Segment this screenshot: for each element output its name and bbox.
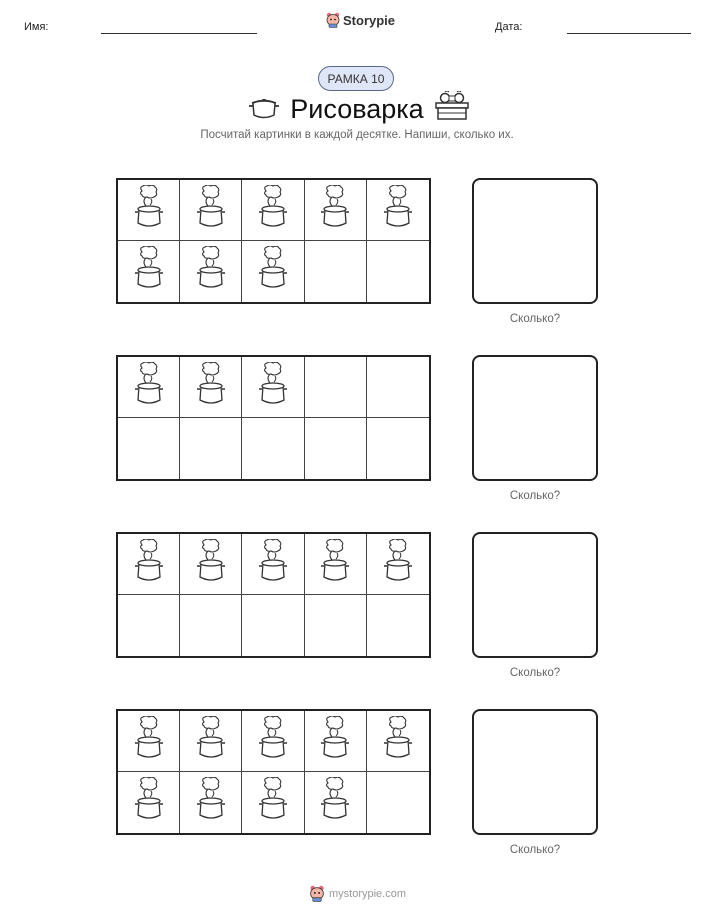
frame-cell: [367, 772, 429, 833]
frame-cell: [242, 357, 304, 418]
frame-cell: [118, 711, 180, 772]
ten-frame: [116, 532, 431, 658]
frame-cell: [305, 241, 367, 302]
rice-cooker-icon: [318, 539, 352, 590]
frame-cell: [242, 772, 304, 833]
answer-label: Сколько?: [509, 844, 561, 856]
frame-cell: [118, 534, 180, 595]
page-title: Рисоварка: [290, 94, 424, 124]
rice-cooker-icon: [256, 185, 290, 236]
rice-cooker-icon: [256, 539, 290, 590]
rice-cooker-icon: [318, 185, 352, 236]
rice-cooker-icon: [256, 362, 290, 413]
frame-cell: [180, 180, 242, 241]
ten-frame: [116, 178, 431, 304]
rice-cooker-icon: [132, 246, 166, 297]
ten-frame: [116, 709, 431, 835]
frame-cell: [118, 772, 180, 833]
frame-cell: [180, 534, 242, 595]
name-field[interactable]: [101, 33, 257, 34]
frame-cell: [180, 357, 242, 418]
frame-cell: [305, 595, 367, 656]
answer-label: Сколько?: [509, 490, 561, 502]
answer-label: Сколько?: [509, 667, 561, 679]
frame-cell: [367, 534, 429, 595]
rice-cooker-icon: [318, 777, 352, 828]
date-label: Дата:: [495, 21, 523, 33]
storypie-mascot-icon: [326, 12, 340, 28]
date-field[interactable]: [567, 33, 691, 34]
brand-name: Storypie: [343, 12, 396, 28]
frame-cell: [305, 534, 367, 595]
footer-site: mystorypie.com: [329, 887, 407, 900]
frame-cell: [305, 711, 367, 772]
rice-cooker-icon: [318, 716, 352, 767]
frame-cell: [118, 418, 180, 479]
brand-logo: [326, 12, 395, 28]
frame-cell: [367, 241, 429, 302]
rice-cooker-icon: [194, 716, 228, 767]
frame-cell: [180, 595, 242, 656]
frame-cell: [242, 180, 304, 241]
answer-box[interactable]: [472, 355, 598, 481]
rice-cooker-icon: [194, 362, 228, 413]
frame-cell: [242, 711, 304, 772]
frame-cell: [305, 180, 367, 241]
rice-cooker-icon: [381, 539, 415, 590]
answer-box[interactable]: [472, 532, 598, 658]
frame-cell: [180, 772, 242, 833]
stove-icon: [433, 91, 471, 121]
frame-cell: [118, 357, 180, 418]
rice-cooker-icon: [132, 777, 166, 828]
footer: [309, 885, 406, 902]
frame-cell: [242, 241, 304, 302]
rice-cooker-icon: [381, 185, 415, 236]
answer-box[interactable]: [472, 178, 598, 304]
frame-cell: [118, 180, 180, 241]
frame-cell: [367, 180, 429, 241]
ten-frame: [116, 355, 431, 481]
answer-label: Сколько?: [509, 313, 561, 325]
rice-cooker-icon: [132, 716, 166, 767]
frame-cell: [180, 418, 242, 479]
rice-cooker-icon: [132, 185, 166, 236]
rice-cooker-icon: [194, 185, 228, 236]
frame-cell: [180, 711, 242, 772]
frame-cell: [118, 595, 180, 656]
frame-cell: [180, 241, 242, 302]
frame-cell: [242, 595, 304, 656]
rice-cooker-icon: [256, 246, 290, 297]
instructions: Посчитай картинки в каждой десятке. Напиши, сколько их.: [200, 129, 514, 141]
frame-cell: [305, 772, 367, 833]
name-label: Имя:: [24, 21, 49, 33]
frame-cell: [367, 357, 429, 418]
rice-cooker-icon: [256, 777, 290, 828]
answer-box[interactable]: [472, 709, 598, 835]
rice-cooker-icon: [194, 246, 228, 297]
rice-cooker-icon: [256, 716, 290, 767]
rice-cooker-icon: [194, 777, 228, 828]
frame-cell: [242, 534, 304, 595]
rice-cooker-icon: [132, 362, 166, 413]
frame-cell: [305, 418, 367, 479]
rice-cooker-icon: [381, 716, 415, 767]
rice-cooker-icon: [194, 539, 228, 590]
frame-cell: [367, 711, 429, 772]
frame-cell: [118, 241, 180, 302]
frame-cell: [305, 357, 367, 418]
frame-cell: [367, 595, 429, 656]
storypie-mascot-icon: [309, 885, 325, 902]
frame-cell: [367, 418, 429, 479]
frame-badge: РАМКА 10: [318, 66, 394, 91]
rice-cooker-icon: [132, 539, 166, 590]
frame-cell: [242, 418, 304, 479]
